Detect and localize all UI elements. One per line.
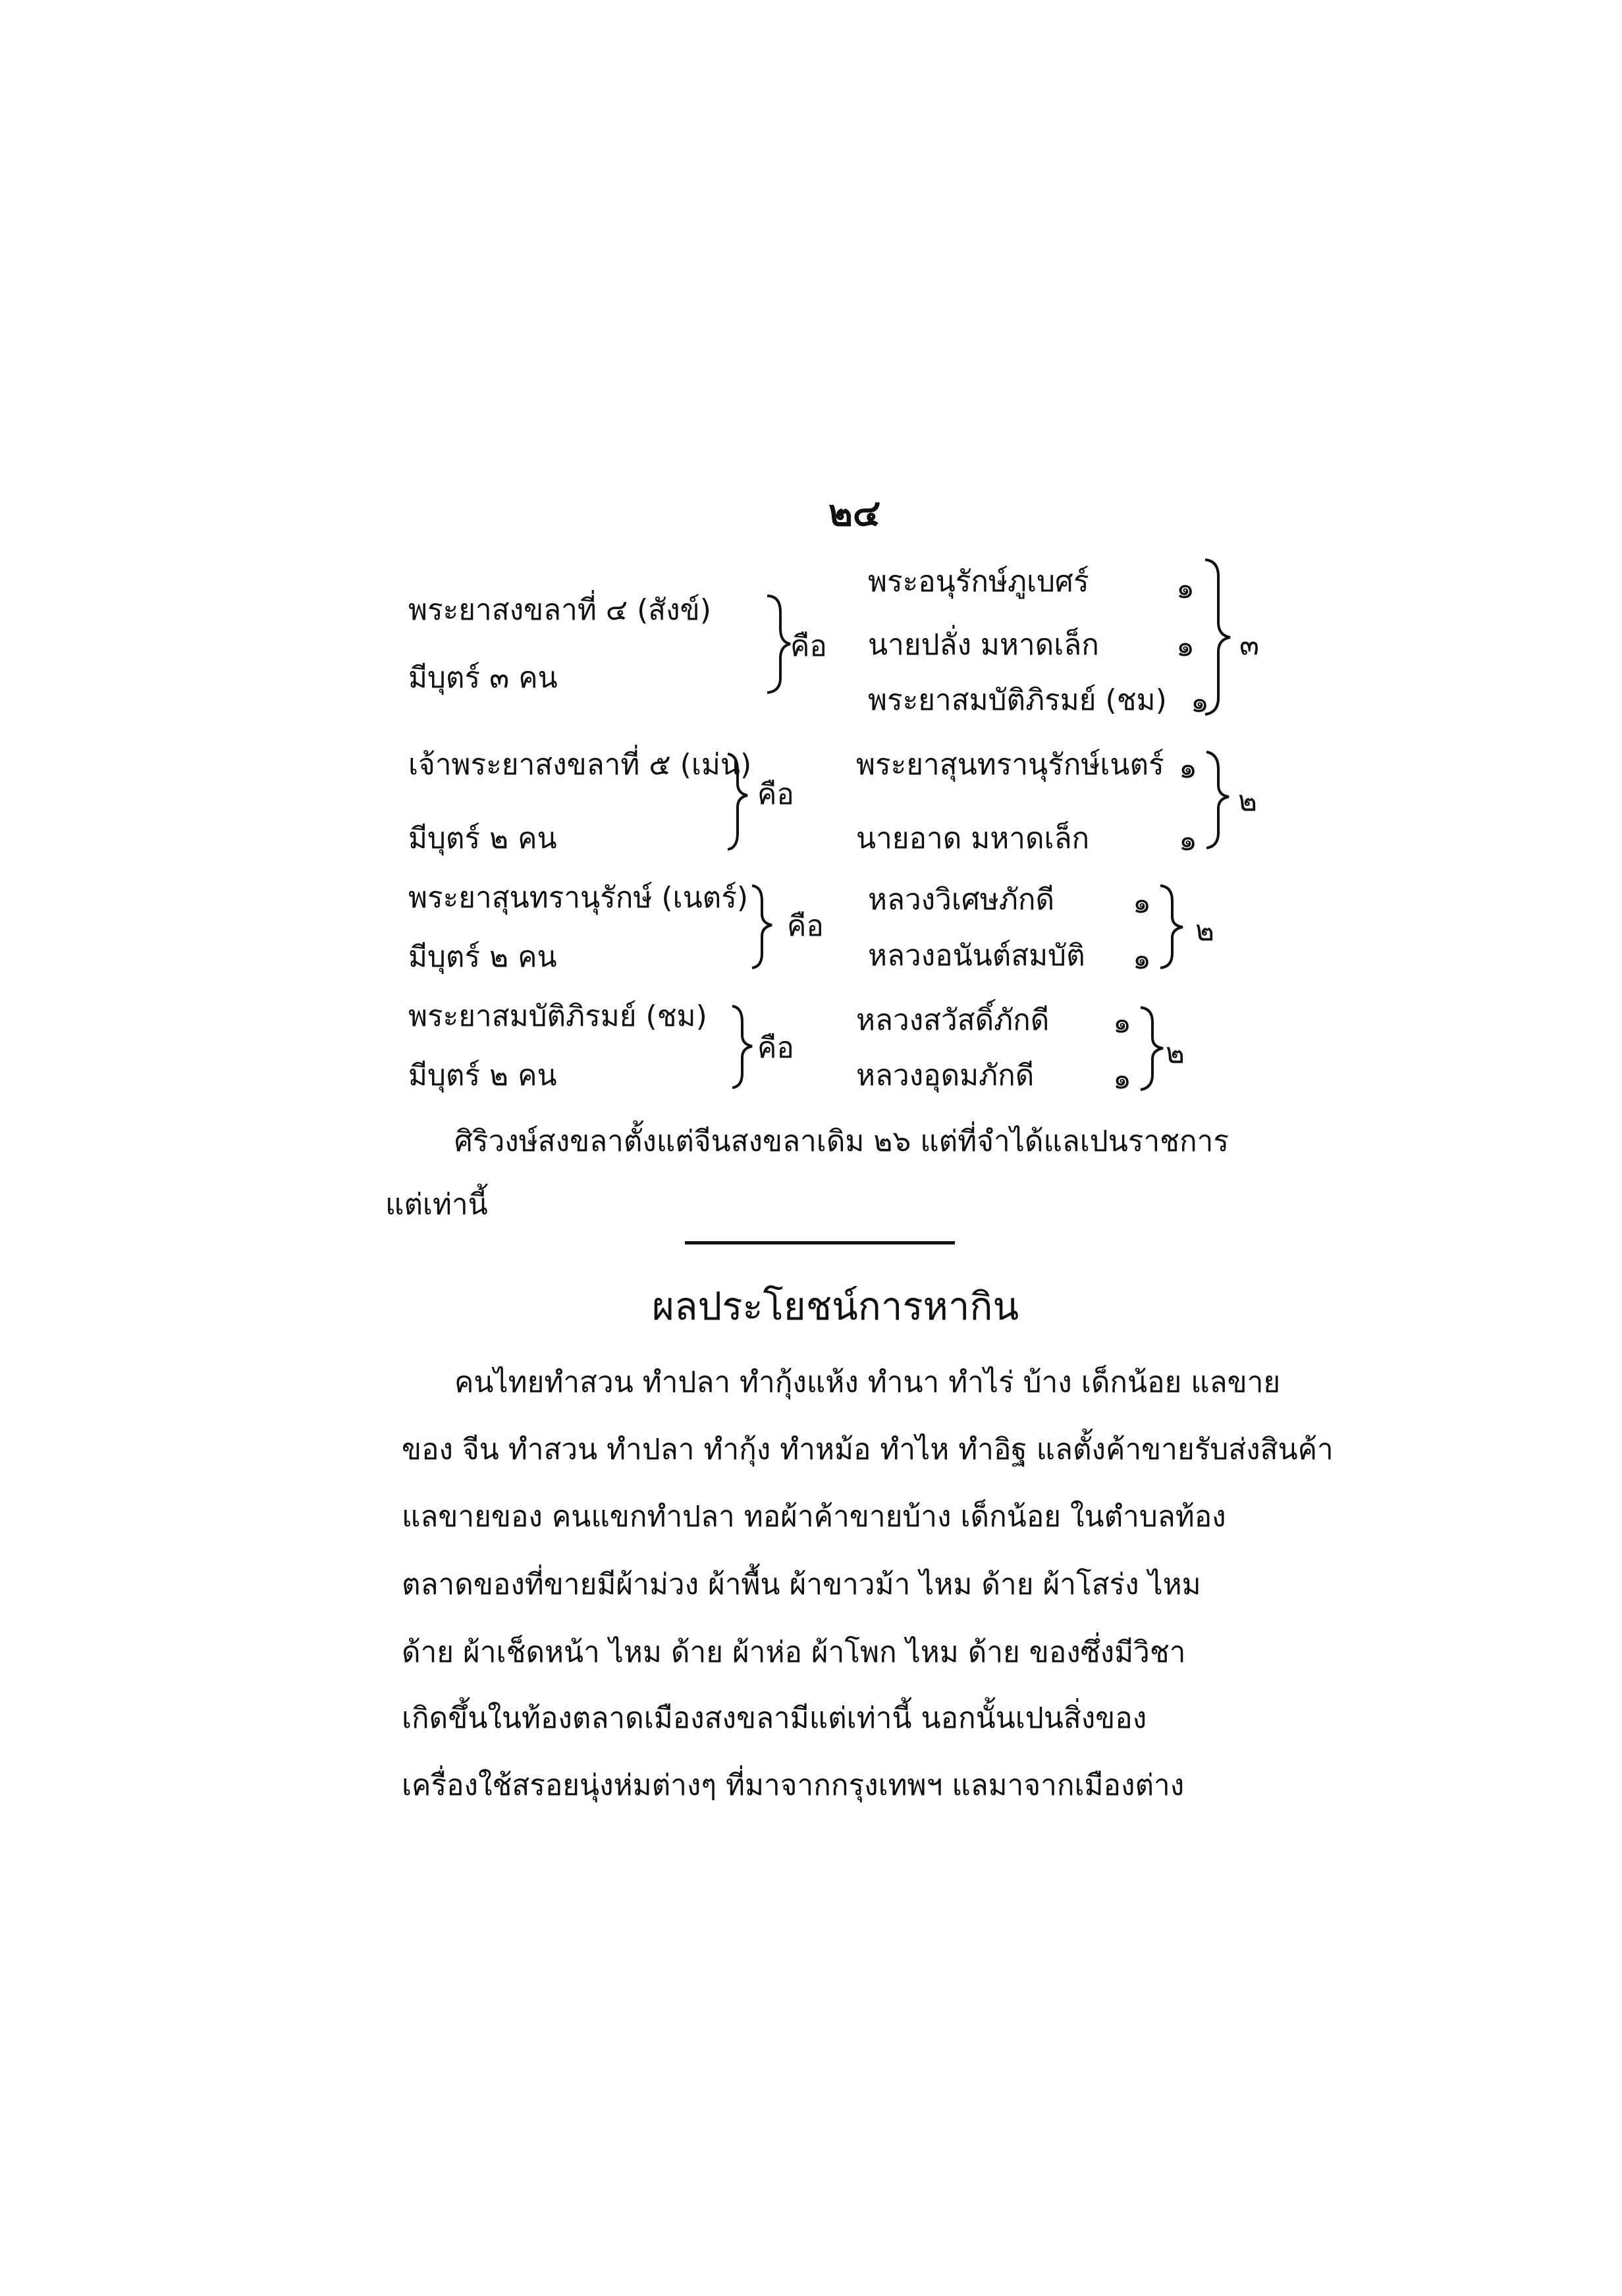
child-name: หลวงวิเศษภักดี: [868, 883, 1055, 917]
child-count: ๑: [1176, 629, 1195, 663]
brace: [732, 1006, 752, 1088]
brace: [767, 596, 790, 693]
body-line: คนไทยทำสวน ทำปลา ทำกุ้งแห้ง ทำนา ทำไร่ บ้าง เด็กน้อย แลขาย: [454, 1366, 1281, 1399]
body-line: ตลาดของที่ขายมีผ้าม่วง ผ้าพื้น ผ้าขาวม้า ไหม ด้าย ผ้าโสร่ง ไหม: [402, 1568, 1201, 1601]
child-name: พระยาสมบัติภิรมย์ (ชม): [868, 683, 1167, 717]
parent-name: พระยาสุนทรานุรักษ์ (เนตร์): [408, 881, 749, 915]
body-line: แลขายของ คนแขกทำปลา ทอผ้าค้าขายบ้าง เด็กน้อย ในตำบลท้อง: [402, 1500, 1226, 1534]
parent-name: พระยาสงขลาที่ ๔ (สังข์): [408, 593, 711, 627]
child-name: หลวงอุดมภักดี: [856, 1059, 1035, 1092]
child-count: ๑: [1133, 942, 1151, 976]
child-count: ๑: [1133, 886, 1151, 920]
brace: [1160, 886, 1183, 968]
section-heading: ผลประโยชน์การหากิน: [652, 1284, 1019, 1329]
body-line: เกิดขึ้นในท้องตลาดเมืองสงขลามีแต่เท่านี้ นอกนั้นเปนสิ่งของ: [402, 1701, 1147, 1735]
connector-word: คือ: [787, 909, 824, 943]
child-count: ๑: [1191, 685, 1209, 719]
brace: [1141, 1007, 1163, 1090]
child-name: นายอาด มหาดเล็ก: [856, 822, 1090, 855]
connector-word: คือ: [757, 1031, 794, 1065]
child-name: หลวงอนันต์สมบัติ: [868, 939, 1085, 973]
body-line: เครื่องใช้สรอยนุ่งห่มต่างๆ ที่มาจากกรุงเทพฯ แลมาจากเมืองต่าง: [402, 1769, 1185, 1802]
summary-line: แต่เท่านี้: [385, 1188, 488, 1221]
parent-name: เจ้าพระยาสงขลาที่ ๕ (เม่น): [408, 748, 752, 782]
parent-name: พระยาสมบัติภิรมย์ (ชม): [408, 1000, 707, 1033]
child-name: นายปลั่ง มหาดเล็ก: [868, 628, 1099, 662]
body-line: ของ จีน ทำสวน ทำปลา ทำกุ้ง ทำหม้อ ทำไห ทำอิฐ แลตั้งค้าขายรับส่งสินค้า: [402, 1433, 1334, 1466]
child-name: พระอนุรักษ์ภูเบศร์: [868, 565, 1089, 599]
children-count: มีบุตร์ ๒ คน: [408, 822, 557, 855]
connector-word: คือ: [757, 778, 794, 811]
group-total: ๒: [1166, 1036, 1185, 1070]
child-name: หลวงสวัสดิ์ภักดี: [856, 1003, 1050, 1037]
child-count: ๑: [1176, 572, 1195, 605]
brace: [1206, 752, 1229, 848]
children-count: มีบุตร์ ๒ คน: [408, 1059, 557, 1092]
group-total: ๒: [1238, 784, 1258, 818]
child-count: ๑: [1113, 1062, 1131, 1096]
group-total: ๓: [1239, 628, 1260, 662]
page-number: ๒๔: [828, 492, 881, 535]
child-count: ๑: [1179, 824, 1197, 857]
section-divider: [685, 1241, 955, 1244]
children-count: มีบุตร์ ๓ คน: [408, 661, 558, 695]
summary-line: ศิริวงษ์สงขลาตั้งแต่จีนสงขลาเดิม ๒๖ แต่ที่จำได้แลเปนราชการ: [454, 1125, 1229, 1158]
children-count: มีบุตร์ ๒ คน: [408, 940, 557, 974]
connector-word: คือ: [790, 629, 827, 663]
brace: [752, 886, 772, 968]
body-line: ด้าย ผ้าเช็ดหน้า ไหม ด้าย ผ้าห่อ ผ้าโพก ไหม ด้าย ของซึ่งมีวิชา: [402, 1636, 1186, 1669]
child-count: ๑: [1113, 1006, 1131, 1040]
child-name: พระยาสุนทรานุรักษ์เนตร์: [856, 748, 1164, 782]
child-count: ๑: [1179, 751, 1197, 785]
group-total: ๒: [1195, 914, 1215, 948]
